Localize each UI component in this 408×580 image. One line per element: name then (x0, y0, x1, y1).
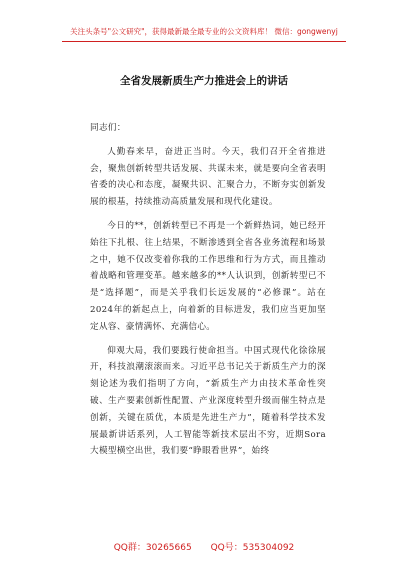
document-title: 全省发展新质生产力推进会上的讲话 (120, 75, 288, 87)
document-body (90, 120, 326, 467)
footer-contact (0, 540, 408, 553)
paragraph: 人勤春来早，奋进正当时。今天，我们召开全省推进会，聚焦创新转型共话发展、共谋未来，就是要向全省表明省委的决心和态度，凝聚共识、汇聚合力，不断夯实创新发展的根基，持续推动高质量发展和现代化建设。 (90, 146, 326, 208)
paragraph: 仰观大局，我们要践行使命担当。中国式现代化徐徐展开，科技浪潮滚滚而来。习近平总书记关于新质生产力的深刻论述为我们指明了方向，“新质生产力由技术革命性突破、生产要素创新性配置、产业深度转型升级而催生特点是创新，关键在质优，本质是先进生产力”，随着科学技术发展最新讲话系列，人工智能等新技术层出不穷，近期Sora大模型横空出世，我们要“睁眼看世界”，始终 (90, 345, 326, 457)
header-divider (62, 41, 346, 42)
qq-number: QQ号：535304092 (210, 543, 295, 553)
qq-group-number: QQ群：30265665 (113, 543, 192, 553)
paragraph: 今日的**，创新转型已不再是一个新鲜热词，她已经开始往下扎根、往上结果，不断渗透到全省各业务流程和场景之中，她不仅改变着你我的工作思维和行为方式，而且推动着战略和管理变革。越来越多的**人认识到，创新转型已不是“选择题”，而是关乎我们长远发展的“必修课”。站在2024年的新起点上，向着新的目标进发，我们应当更加坚定从容、豪情满怀、充满信心。 (90, 220, 326, 332)
salutation: 同志们： (90, 123, 126, 133)
header-banner: 关注头条号"公文研究"，获得最新最全最专业的公文资料库！ 微信：gongwenyj (70, 27, 338, 36)
